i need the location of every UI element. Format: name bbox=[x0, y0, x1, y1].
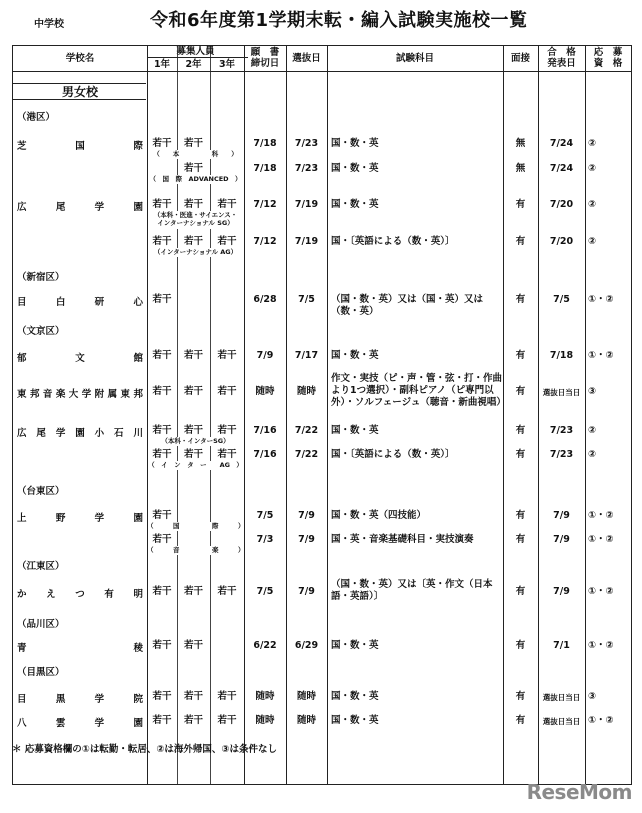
qualification: ② bbox=[588, 236, 597, 247]
subjects: 国・数・英 bbox=[331, 350, 379, 361]
deadline: 随時 bbox=[255, 715, 275, 726]
course-note: （本科・医進・サイエンス・ bbox=[153, 211, 238, 219]
qualification: ② bbox=[588, 425, 597, 436]
deadline: 7/9 bbox=[256, 350, 274, 361]
col-grade1: 1年 bbox=[153, 59, 171, 70]
col-rule bbox=[244, 46, 245, 784]
ward-label: （台東区） bbox=[17, 486, 65, 497]
col-school-name: 学校名 bbox=[65, 53, 95, 64]
selection-date: 7/23 bbox=[294, 138, 319, 149]
grade1-count: 若干 bbox=[152, 640, 172, 651]
ward-label: （新宿区） bbox=[17, 272, 65, 283]
announce-date: 7/24 bbox=[549, 138, 574, 149]
subjects: （国・数・英）又は（国・英）又は（数・英） bbox=[331, 294, 484, 317]
grade1-count: 若干 bbox=[152, 534, 172, 545]
selection-date: 7/9 bbox=[298, 510, 315, 521]
deadline: 7/5 bbox=[256, 510, 274, 521]
qualification: ①・② bbox=[588, 294, 614, 305]
col-deadline bbox=[244, 47, 286, 69]
interview: 有 bbox=[515, 534, 526, 545]
qualification: ①・② bbox=[588, 586, 614, 597]
ward-label: （品川区） bbox=[17, 619, 65, 630]
col-rule bbox=[538, 46, 539, 784]
ward-label: （文京区） bbox=[17, 326, 65, 337]
school-name: 目 白 研 心 bbox=[17, 297, 143, 308]
announce-date: 7/24 bbox=[549, 163, 574, 174]
deadline-l1: 願 書 bbox=[250, 47, 280, 58]
interview: 有 bbox=[515, 715, 526, 726]
announce-date: 7/9 bbox=[553, 534, 570, 545]
grade3-count: 若干 bbox=[217, 425, 237, 436]
course-note: （ 本 科 ） bbox=[153, 150, 238, 158]
grade1-count: 若干 bbox=[152, 449, 172, 460]
deadline: 6/22 bbox=[253, 640, 277, 651]
selection-date: 7/9 bbox=[298, 534, 315, 545]
announce-date: 7/23 bbox=[549, 449, 574, 460]
selection-date: 7/22 bbox=[294, 449, 319, 460]
grade2-count: 若干 bbox=[183, 449, 203, 460]
ward-label: （江東区） bbox=[17, 561, 65, 572]
course-note: （ 音 楽 ） bbox=[147, 546, 245, 554]
qualification: ①・② bbox=[588, 534, 614, 545]
deadline: 7/18 bbox=[253, 138, 277, 149]
announce-date: 選抜日当日 bbox=[542, 717, 581, 726]
selection-date: 7/22 bbox=[294, 425, 319, 436]
subjects: 国・〔英語による（数・英）〕 bbox=[331, 449, 455, 460]
interview: 無 bbox=[515, 138, 526, 149]
category-label: 中学校 bbox=[34, 19, 64, 30]
col-rule bbox=[585, 46, 586, 784]
subjects: 国・数・英 bbox=[331, 691, 379, 702]
subjects: 国・英・音楽基礎科目・実技演奏 bbox=[331, 534, 474, 545]
school-name: 上 野 学 園 bbox=[17, 513, 143, 524]
announce-date: 7/23 bbox=[549, 425, 574, 436]
selection-date: 7/17 bbox=[294, 350, 319, 361]
deadline: 7/5 bbox=[256, 586, 274, 597]
deadline: 7/16 bbox=[253, 449, 277, 460]
grade1-count: 若干 bbox=[152, 510, 172, 521]
grade3-count: 若干 bbox=[217, 691, 237, 702]
grade1-count: 若干 bbox=[152, 294, 172, 305]
subjects: 国・数・英 bbox=[331, 640, 379, 651]
qualification: ③ bbox=[588, 386, 597, 397]
announce-date: 7/18 bbox=[549, 350, 574, 361]
grade1-count: 若干 bbox=[152, 715, 172, 726]
school-name: 芝 国 際 bbox=[17, 141, 143, 152]
ward-label: （港区） bbox=[17, 112, 56, 123]
interview: 有 bbox=[515, 425, 526, 436]
grade2-count: 若干 bbox=[183, 386, 203, 397]
school-name: か え つ 有 明 bbox=[17, 589, 143, 600]
col-grade3: 3年 bbox=[218, 59, 236, 70]
grade1-count: 若干 bbox=[152, 386, 172, 397]
grade3-count: 若干 bbox=[217, 715, 237, 726]
deadline: 7/12 bbox=[253, 199, 277, 210]
school-name: 青 稜 bbox=[17, 643, 143, 654]
course-note: （ 国 際 ADVANCED ） bbox=[149, 175, 242, 183]
grade2-count: 若干 bbox=[183, 199, 203, 210]
footnote: ＊ 応募資格欄の①は転勤・転居、②は海外帰国、③は条件なし bbox=[12, 744, 277, 755]
grade3-count: 若干 bbox=[217, 449, 237, 460]
grade2-count: 若干 bbox=[183, 163, 203, 174]
deadline-l2: 締切日 bbox=[250, 58, 280, 69]
qualification: ② bbox=[588, 138, 597, 149]
col-recruit: 募集人員 bbox=[176, 46, 215, 57]
qualification: ①・② bbox=[588, 510, 614, 521]
interview: 無 bbox=[515, 163, 526, 174]
grade1-count: 若干 bbox=[152, 199, 172, 210]
interview: 有 bbox=[515, 350, 526, 361]
section-coed: 男女校 bbox=[61, 85, 98, 99]
grade2-count: 若干 bbox=[183, 586, 203, 597]
subjects: （国・数・英）又は〔英・作文（日本語・英語）〕 bbox=[331, 579, 493, 602]
grade2-count: 若干 bbox=[183, 425, 203, 436]
qual-l2: 資 格 bbox=[593, 58, 623, 69]
col-interview: 面接 bbox=[510, 53, 530, 64]
qual-l1: 応 募 bbox=[593, 47, 623, 58]
interview: 有 bbox=[515, 510, 526, 521]
selection-date: 7/19 bbox=[294, 199, 319, 210]
qualification: ①・② bbox=[588, 715, 614, 726]
school-name: 目 黒 学 院 bbox=[17, 694, 143, 705]
qualification: ③ bbox=[588, 691, 597, 702]
subjects: 国・数・英（四技能） bbox=[331, 510, 427, 521]
course-note: （ 国 際 ） bbox=[147, 522, 245, 530]
grade2-count: 若干 bbox=[183, 640, 203, 651]
school-name: 八 雲 学 園 bbox=[17, 718, 143, 729]
subjects: 国・数・英 bbox=[331, 199, 379, 210]
selection-date: 7/9 bbox=[298, 586, 315, 597]
col-selection: 選抜日 bbox=[292, 53, 321, 64]
grade1-count: 若干 bbox=[152, 236, 172, 247]
selection-date: 7/19 bbox=[294, 236, 319, 247]
interview: 有 bbox=[515, 386, 526, 397]
grade2-count: 若干 bbox=[183, 138, 203, 149]
col-grade2: 2年 bbox=[185, 59, 202, 70]
qualification: ② bbox=[588, 199, 597, 210]
col-qualification bbox=[585, 47, 631, 69]
selection-date: 随時 bbox=[296, 715, 316, 726]
resemom-logo: ReseMom bbox=[526, 780, 632, 804]
course-note: （インターナショナル AG） bbox=[153, 248, 238, 256]
selection-date: 6/29 bbox=[294, 640, 319, 651]
col-rule bbox=[286, 46, 287, 784]
qualification: ①・② bbox=[588, 350, 614, 361]
interview: 有 bbox=[515, 236, 526, 247]
grade1-count: 若干 bbox=[152, 691, 172, 702]
section-rule bbox=[13, 83, 146, 84]
grade3-count: 若干 bbox=[217, 350, 237, 361]
qualification: ② bbox=[588, 449, 597, 460]
grade2-count: 若干 bbox=[183, 691, 203, 702]
schools-table bbox=[12, 45, 632, 785]
deadline: 7/18 bbox=[253, 163, 277, 174]
announce-date: 選抜日当日 bbox=[542, 388, 581, 397]
course-note: インターナショナル SG） bbox=[157, 219, 234, 227]
selection-date: 随時 bbox=[296, 691, 316, 702]
subjects: 作文・実技（ピ・声・管・弦・打・作曲より1つ選択）・副科ピアノ（ピ専門以外）・ソルフェージュ（聴音・新曲視唱） bbox=[331, 373, 506, 408]
col-announce bbox=[538, 47, 585, 69]
school-name: 広 尾 学 園 小 石 川 bbox=[17, 428, 143, 439]
deadline: 7/12 bbox=[253, 236, 277, 247]
deadline: 6/28 bbox=[253, 294, 277, 305]
selection-date: 随時 bbox=[296, 386, 316, 397]
grade3-count: 若干 bbox=[217, 236, 237, 247]
subjects: 国・数・英 bbox=[331, 715, 379, 726]
announce-date: 選抜日当日 bbox=[542, 693, 581, 702]
interview: 有 bbox=[515, 691, 526, 702]
deadline: 随時 bbox=[255, 691, 275, 702]
announce-date: 7/5 bbox=[553, 294, 570, 305]
school-name: 東 邦 音 楽 大 学 附 属 東 邦 bbox=[17, 389, 143, 400]
subjects: 国・数・英 bbox=[331, 138, 379, 149]
qualification: ② bbox=[588, 163, 597, 174]
col-rule bbox=[327, 46, 328, 784]
announce-date: 7/20 bbox=[549, 199, 574, 210]
announce-date: 7/9 bbox=[553, 510, 570, 521]
ward-label: （目黒区） bbox=[17, 667, 65, 678]
grade2-count: 若干 bbox=[183, 715, 203, 726]
deadline: 7/3 bbox=[256, 534, 274, 545]
section-rule bbox=[13, 99, 146, 100]
grade2-count: 若干 bbox=[183, 350, 203, 361]
announce-date: 7/1 bbox=[553, 640, 570, 651]
deadline: 7/16 bbox=[253, 425, 277, 436]
qualification: ①・② bbox=[588, 640, 614, 651]
header-bottom-rule bbox=[13, 71, 631, 72]
grade3-count: 若干 bbox=[217, 199, 237, 210]
grade1-count: 若干 bbox=[152, 586, 172, 597]
grade2-count: 若干 bbox=[183, 236, 203, 247]
selection-date: 7/23 bbox=[294, 163, 319, 174]
grade3-count: 若干 bbox=[217, 586, 237, 597]
interview: 有 bbox=[515, 199, 526, 210]
interview: 有 bbox=[515, 640, 526, 651]
page-title: 令和6年度第1学期末転・編入試験実施校一覧 bbox=[150, 10, 528, 31]
announce-date: 7/9 bbox=[553, 586, 570, 597]
interview: 有 bbox=[515, 586, 526, 597]
course-note: （本科・インターSG） bbox=[161, 437, 230, 445]
subjects: 国・〔英語による（数・英）〕 bbox=[331, 236, 455, 247]
announce-date: 7/20 bbox=[549, 236, 574, 247]
col-subjects: 試験科目 bbox=[395, 53, 434, 64]
interview: 有 bbox=[515, 449, 526, 460]
grade3-count: 若干 bbox=[217, 386, 237, 397]
deadline: 随時 bbox=[255, 386, 275, 397]
subjects: 国・数・英 bbox=[331, 425, 379, 436]
grade1-count: 若干 bbox=[152, 350, 172, 361]
school-name: 郁 文 館 bbox=[17, 353, 143, 364]
announce-l1: 合 格 bbox=[547, 47, 576, 58]
subjects: 国・数・英 bbox=[331, 163, 379, 174]
course-note: （ イ ン タ ー AG ） bbox=[148, 461, 243, 469]
interview: 有 bbox=[515, 294, 526, 305]
recruit-sub-rule bbox=[147, 57, 248, 58]
col-rule bbox=[503, 46, 504, 784]
announce-l2: 発表日 bbox=[547, 58, 576, 69]
school-name: 広 尾 学 園 bbox=[17, 202, 143, 213]
grade1-count: 若干 bbox=[152, 425, 172, 436]
grade1-count: 若干 bbox=[152, 138, 172, 149]
selection-date: 7/5 bbox=[298, 294, 315, 305]
